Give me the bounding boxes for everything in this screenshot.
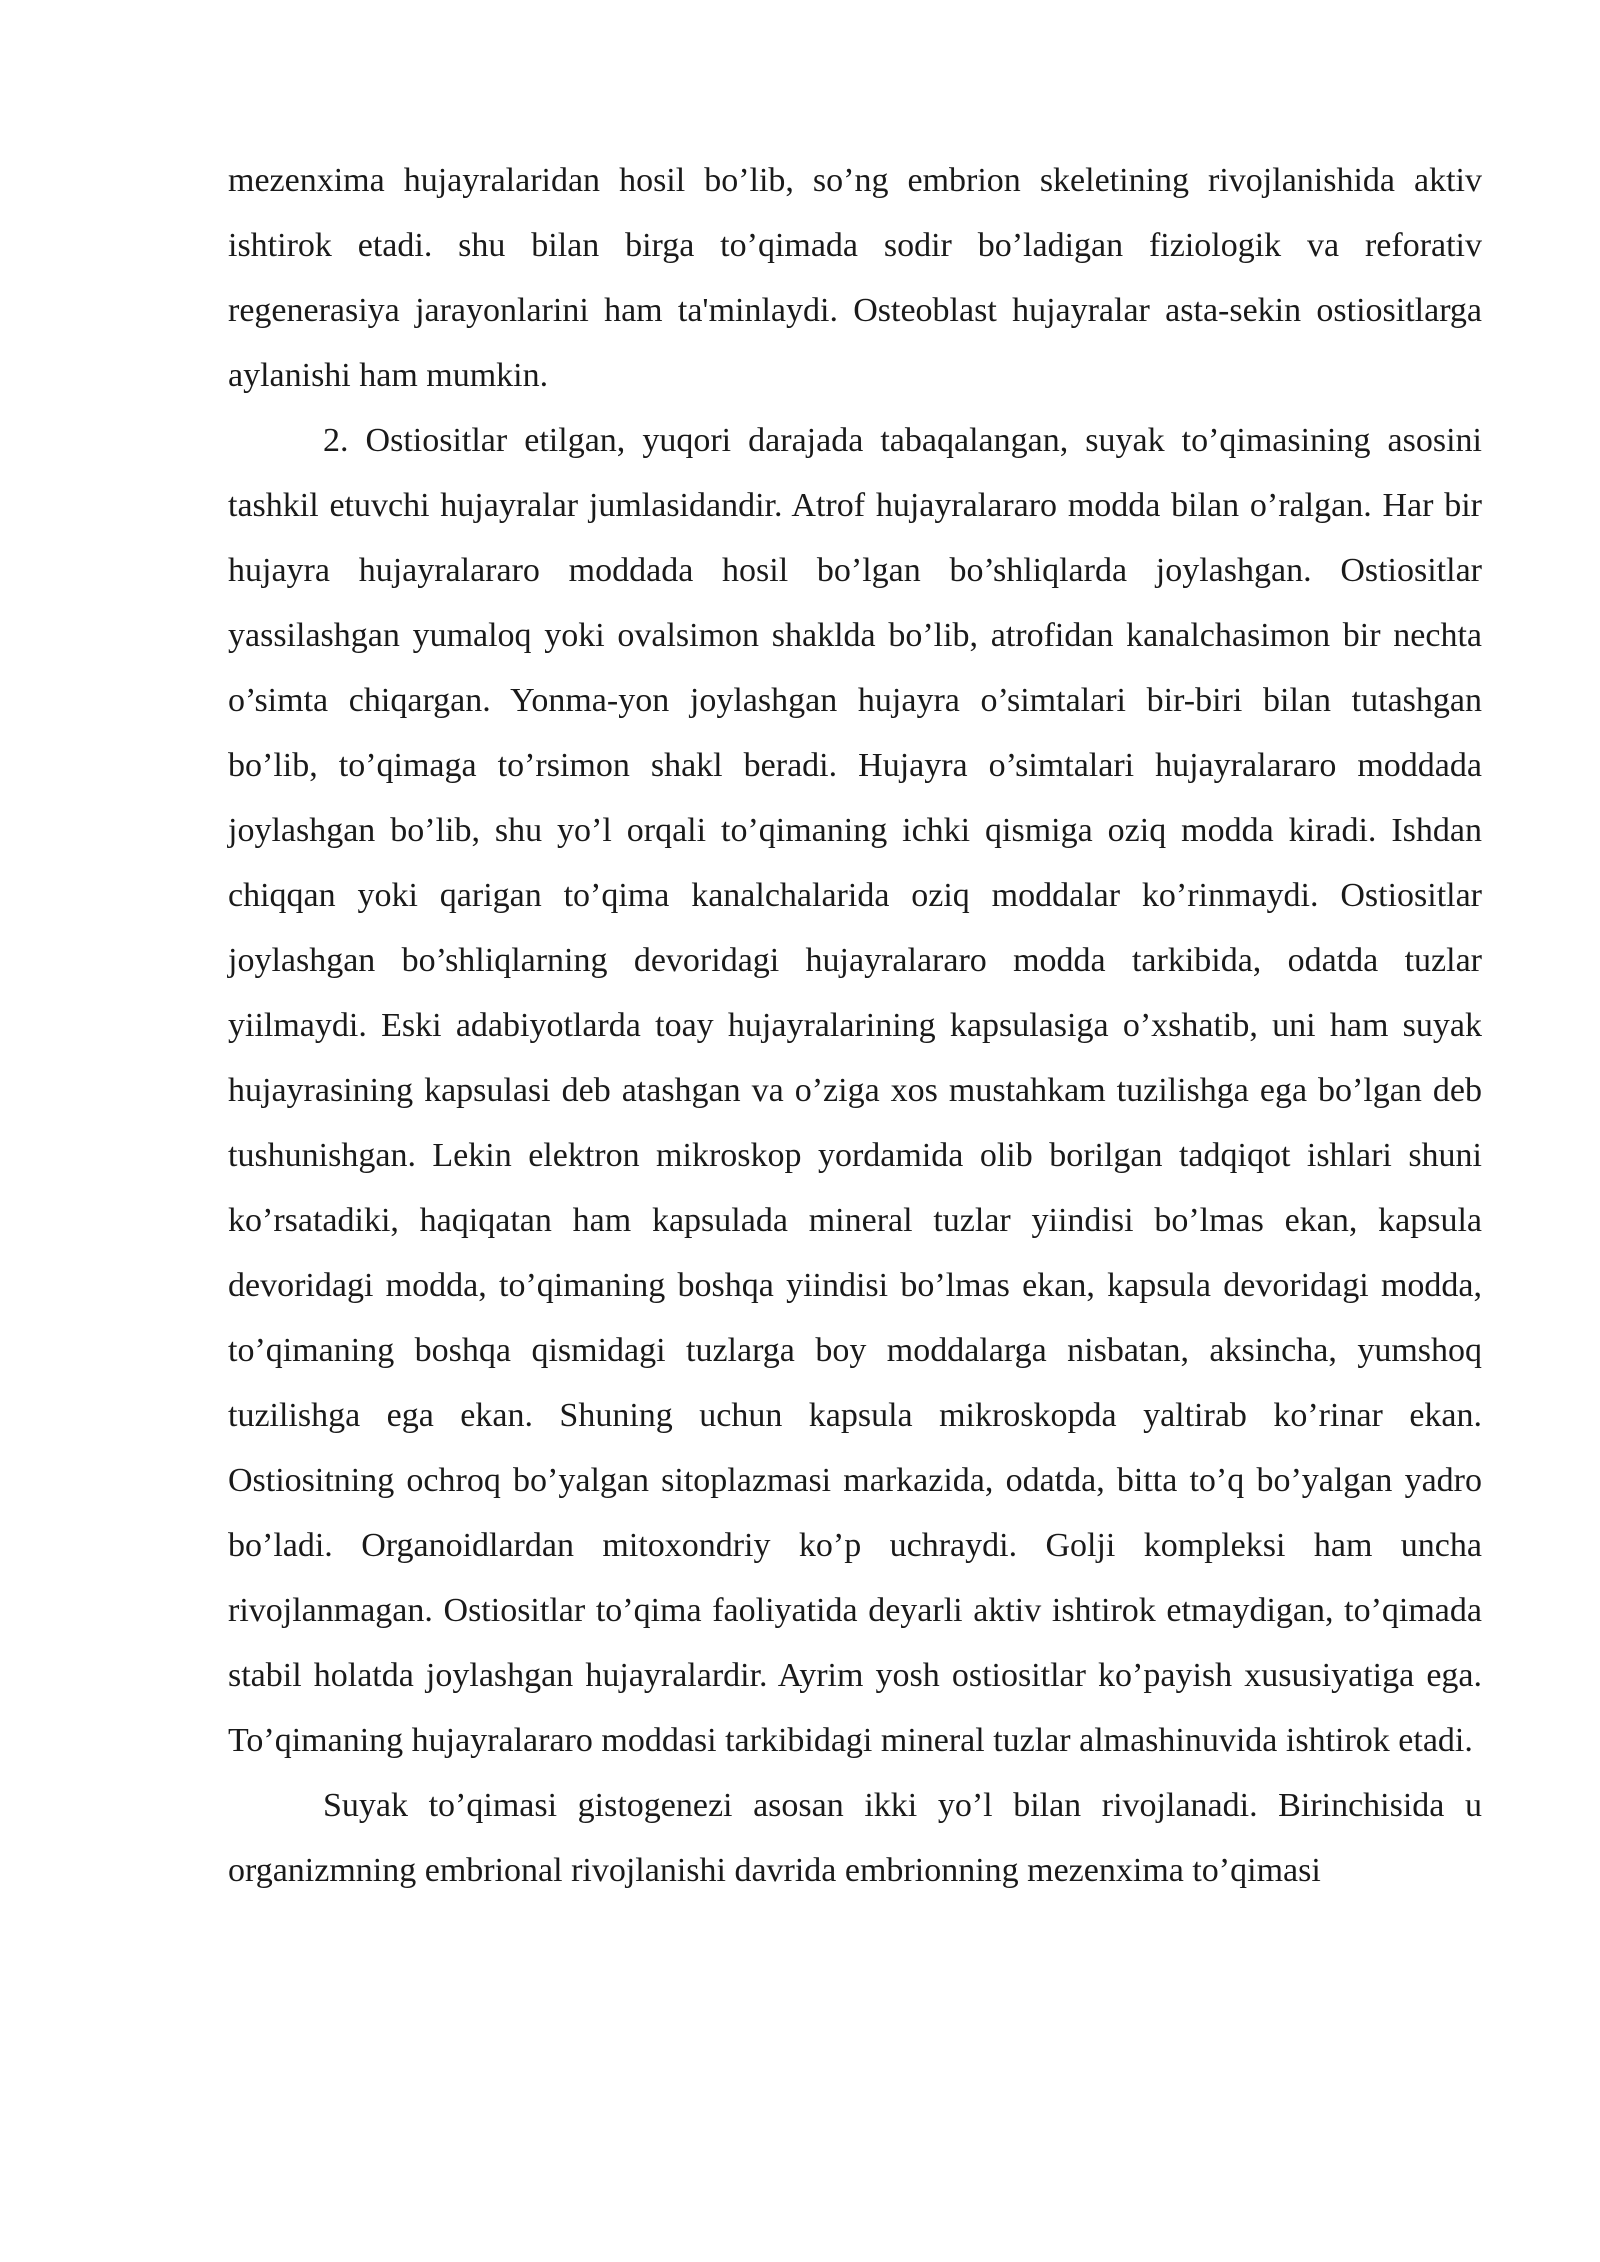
document-body: [228, 148, 1482, 1903]
paragraph-osteoblast-continuation: mezenxima hujayralaridan hosil bo’lib, so’ng embrion skeletining rivojlanishida aktiv ishtirok etadi. shu bilan birga to’qimada sodir bo’ladigan fiziologik va reforativ regenerasiya jarayonlarini ham ta'minlaydi. Osteoblast hujayralar asta-sekin ostiositlarga aylanishi ham mumkin.: [228, 162, 1482, 394]
paragraph-ostiositlar: 2. Ostiositlar etilgan, yuqori darajada tabaqalangan, suyak to’qimasining asosini tashkil etuvchi hujayralar jumlasidandir. Atrof hujayralararo modda bilan o’ralgan. Har bir hujayra hujayralararo moddada hosil bo’lgan bo’shliqlarda joylashgan. Ostiositlar yassilashgan yumaloq yoki ovalsimon shaklda bo’lib, atrofidan kanalchasimon bir nechta o’simta chiqargan. Yonma-yon joylashgan hujayra o’simtalari bir-biri bilan tutashgan bo’lib, to’qimaga to’rsimon shakl beradi. Hujayra o’simtalari hujayralararo moddada joylashgan bo’lib, shu yo’l orqali to’qimaning ichki qismiga oziq modda kiradi. Ishdan chiqqan yoki qarigan to’qima kanalchalarida oziq moddalar ko’rinmaydi. Ostiositlar joylashgan bo’shliqlarning devoridagi hujayralararo modda tarkibida, odatda tuzlar yiilmaydi. Eski adabiyotlarda toay hujayralarining kapsulasiga o’xshatib, uni ham suyak hujayrasining kapsulasi deb atashgan va o’ziga xos mustahkam tuzilishga ega bo’lgan deb tushunishgan. Lekin elektron mikroskop yordamida olib borilgan tadqiqot ishlari shuni ko’rsatadiki, haqiqatan ham kapsulada mineral tuzlar yiindisi bo’lmas ekan, kapsula devoridagi modda, to’qimaning boshqa yiindisi bo’lmas ekan, kapsula devoridagi modda, to’qimaning boshqa qismidagi tuzlarga boy moddalarga nisbatan, aksincha, yumshoq tuzilishga ega ekan. Shuning uchun kapsula mikroskopda yaltirab ko’rinar ekan. Ostiositning ochroq bo’yalgan sitoplazmasi markazida, odatda, bitta to’q bo’yalgan yadro bo’ladi. Organoidlardan mitoxondriy ko’p uchraydi. Golji kompleksi ham uncha rivojlanmagan. Ostiositlar to’qima faoliyatida deyarli aktiv ishtirok etmaydigan, to’qimada stabil holatda joylashgan hujayralardir. Ayrim yosh ostiositlar ko’payish xususiyatiga ega. To’qimaning hujayralararo moddasi tarkibidagi mineral tuzlar almashinuvida ishtirok etadi.: [228, 422, 1482, 1759]
paragraph-gistogenez: Suyak to’qimasi gistogenezi asosan ikki yo’l bilan rivojlanadi. Birinchisida u organizmning embrional rivojlanishi davrida embrionning mezenxima to’qimasi: [228, 1787, 1482, 1889]
